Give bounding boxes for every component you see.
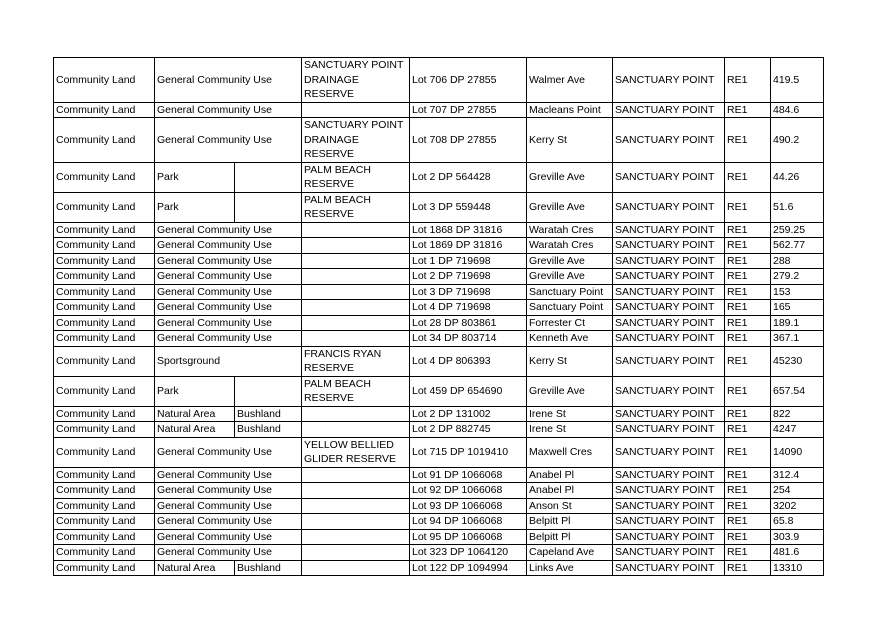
table-row <box>54 437 824 467</box>
table-row <box>54 331 824 347</box>
cell-use-category: Park <box>155 376 235 406</box>
cell-land-category: Community Land <box>54 331 155 347</box>
table-row <box>54 529 824 545</box>
cell-use-category: General Community Use <box>155 514 302 530</box>
cell-reserve-name <box>302 238 410 254</box>
cell-use-category: General Community Use <box>155 545 302 561</box>
cell-lot-dp: Lot 323 DP 1064120 <box>410 545 527 561</box>
cell-lot-dp: Lot 1869 DP 31816 <box>410 238 527 254</box>
cell-land-category: Community Land <box>54 514 155 530</box>
cell-street: Maxwell Cres <box>527 437 613 467</box>
cell-land-category: Community Land <box>54 315 155 331</box>
cell-use-category: General Community Use <box>155 238 302 254</box>
cell-lot-dp: Lot 34 DP 803714 <box>410 331 527 347</box>
cell-use-category: General Community Use <box>155 315 302 331</box>
cell-zoning: RE1 <box>725 162 771 192</box>
table-row <box>54 315 824 331</box>
cell-street: Walmer Ave <box>527 58 613 103</box>
cell-street: Sanctuary Point <box>527 300 613 316</box>
cell-sub-category <box>235 192 302 222</box>
cell-zoning: RE1 <box>725 284 771 300</box>
cell-area: 65.8 <box>771 514 824 530</box>
cell-use-category: Sportsground <box>155 346 302 376</box>
table-row <box>54 118 824 163</box>
cell-locality: SANCTUARY POINT <box>613 102 725 118</box>
cell-area: 279.2 <box>771 269 824 285</box>
cell-area: 13310 <box>771 560 824 576</box>
cell-reserve-name: YELLOW BELLIED GLIDER RESERVE <box>302 437 410 467</box>
cell-zoning: RE1 <box>725 376 771 406</box>
table-row <box>54 514 824 530</box>
cell-use-category: General Community Use <box>155 58 302 103</box>
cell-locality: SANCTUARY POINT <box>613 331 725 347</box>
cell-use-category: General Community Use <box>155 529 302 545</box>
cell-area: 189.1 <box>771 315 824 331</box>
cell-use-category: General Community Use <box>155 253 302 269</box>
cell-area: 254 <box>771 483 824 499</box>
cell-use-category: Natural Area <box>155 406 235 422</box>
cell-street: Irene St <box>527 406 613 422</box>
cell-reserve-name: SANCTUARY POINT DRAINAGE RESERVE <box>302 58 410 103</box>
cell-lot-dp: Lot 2 DP 131002 <box>410 406 527 422</box>
table-row <box>54 376 824 406</box>
cell-lot-dp: Lot 1868 DP 31816 <box>410 222 527 238</box>
cell-zoning: RE1 <box>725 58 771 103</box>
table-row <box>54 269 824 285</box>
table-row <box>54 498 824 514</box>
table-row <box>54 346 824 376</box>
cell-lot-dp: Lot 4 DP 719698 <box>410 300 527 316</box>
cell-land-category: Community Land <box>54 192 155 222</box>
cell-lot-dp: Lot 2 DP 882745 <box>410 422 527 438</box>
cell-use-category: Park <box>155 162 235 192</box>
cell-street: Belpitt Pl <box>527 529 613 545</box>
cell-reserve-name <box>302 514 410 530</box>
cell-use-category: General Community Use <box>155 498 302 514</box>
cell-street: Kenneth Ave <box>527 331 613 347</box>
cell-locality: SANCTUARY POINT <box>613 483 725 499</box>
cell-use-category: General Community Use <box>155 300 302 316</box>
cell-locality: SANCTUARY POINT <box>613 222 725 238</box>
table-row <box>54 422 824 438</box>
table-row <box>54 162 824 192</box>
cell-area: 484.6 <box>771 102 824 118</box>
cell-zoning: RE1 <box>725 498 771 514</box>
cell-street: Kerry St <box>527 118 613 163</box>
cell-reserve-name <box>302 315 410 331</box>
cell-land-category: Community Land <box>54 300 155 316</box>
cell-reserve-name: PALM BEACH RESERVE <box>302 376 410 406</box>
cell-street: Kerry St <box>527 346 613 376</box>
cell-zoning: RE1 <box>725 315 771 331</box>
cell-zoning: RE1 <box>725 560 771 576</box>
cell-locality: SANCTUARY POINT <box>613 529 725 545</box>
cell-locality: SANCTUARY POINT <box>613 346 725 376</box>
table-row <box>54 483 824 499</box>
cell-zoning: RE1 <box>725 467 771 483</box>
cell-lot-dp: Lot 2 DP 719698 <box>410 269 527 285</box>
cell-area: 303.9 <box>771 529 824 545</box>
cell-street: Macleans Point <box>527 102 613 118</box>
cell-zoning: RE1 <box>725 483 771 499</box>
table-row <box>54 222 824 238</box>
cell-reserve-name <box>302 222 410 238</box>
table-row <box>54 467 824 483</box>
table-row <box>54 238 824 254</box>
cell-lot-dp: Lot 92 DP 1066068 <box>410 483 527 499</box>
cell-area: 51.6 <box>771 192 824 222</box>
cell-locality: SANCTUARY POINT <box>613 300 725 316</box>
cell-zoning: RE1 <box>725 253 771 269</box>
table-row <box>54 560 824 576</box>
land-register-body <box>54 58 824 576</box>
cell-lot-dp: Lot 91 DP 1066068 <box>410 467 527 483</box>
cell-area: 153 <box>771 284 824 300</box>
cell-area: 259.25 <box>771 222 824 238</box>
cell-locality: SANCTUARY POINT <box>613 315 725 331</box>
cell-area: 44.26 <box>771 162 824 192</box>
cell-lot-dp: Lot 3 DP 719698 <box>410 284 527 300</box>
cell-land-category: Community Land <box>54 406 155 422</box>
cell-lot-dp: Lot 459 DP 654690 <box>410 376 527 406</box>
cell-zoning: RE1 <box>725 331 771 347</box>
cell-lot-dp: Lot 707 DP 27855 <box>410 102 527 118</box>
cell-zoning: RE1 <box>725 102 771 118</box>
table-row <box>54 284 824 300</box>
cell-street: Belpitt Pl <box>527 514 613 530</box>
cell-street: Links Ave <box>527 560 613 576</box>
cell-use-category: General Community Use <box>155 483 302 499</box>
cell-lot-dp: Lot 715 DP 1019410 <box>410 437 527 467</box>
cell-land-category: Community Land <box>54 529 155 545</box>
cell-use-category: General Community Use <box>155 222 302 238</box>
cell-zoning: RE1 <box>725 545 771 561</box>
cell-land-category: Community Land <box>54 376 155 406</box>
cell-locality: SANCTUARY POINT <box>613 467 725 483</box>
cell-sub-category: Bushland <box>235 422 302 438</box>
cell-lot-dp: Lot 3 DP 559448 <box>410 192 527 222</box>
cell-locality: SANCTUARY POINT <box>613 498 725 514</box>
cell-street: Irene St <box>527 422 613 438</box>
cell-locality: SANCTUARY POINT <box>613 118 725 163</box>
cell-reserve-name <box>302 467 410 483</box>
cell-street: Capeland Ave <box>527 545 613 561</box>
cell-locality: SANCTUARY POINT <box>613 560 725 576</box>
cell-locality: SANCTUARY POINT <box>613 162 725 192</box>
cell-reserve-name <box>302 529 410 545</box>
cell-use-category: Natural Area <box>155 560 235 576</box>
table-row <box>54 192 824 222</box>
cell-land-category: Community Land <box>54 346 155 376</box>
cell-land-category: Community Land <box>54 222 155 238</box>
cell-zoning: RE1 <box>725 514 771 530</box>
cell-land-category: Community Land <box>54 545 155 561</box>
cell-reserve-name: PALM BEACH RESERVE <box>302 192 410 222</box>
cell-locality: SANCTUARY POINT <box>613 406 725 422</box>
cell-area: 419.5 <box>771 58 824 103</box>
cell-area: 562.77 <box>771 238 824 254</box>
cell-locality: SANCTUARY POINT <box>613 58 725 103</box>
cell-area: 367.1 <box>771 331 824 347</box>
cell-land-category: Community Land <box>54 284 155 300</box>
cell-area: 657.54 <box>771 376 824 406</box>
cell-street: Greville Ave <box>527 269 613 285</box>
cell-zoning: RE1 <box>725 406 771 422</box>
cell-reserve-name: SANCTUARY POINT DRAINAGE RESERVE <box>302 118 410 163</box>
cell-sub-category <box>235 376 302 406</box>
cell-area: 490.2 <box>771 118 824 163</box>
cell-street: Waratah Cres <box>527 238 613 254</box>
table-row <box>54 58 824 103</box>
cell-lot-dp: Lot 708 DP 27855 <box>410 118 527 163</box>
cell-reserve-name <box>302 498 410 514</box>
cell-land-category: Community Land <box>54 467 155 483</box>
cell-zoning: RE1 <box>725 346 771 376</box>
cell-area: 822 <box>771 406 824 422</box>
cell-sub-category: Bushland <box>235 406 302 422</box>
cell-street: Forrester Ct <box>527 315 613 331</box>
cell-reserve-name <box>302 331 410 347</box>
cell-locality: SANCTUARY POINT <box>613 238 725 254</box>
cell-street: Greville Ave <box>527 253 613 269</box>
cell-land-category: Community Land <box>54 238 155 254</box>
cell-area: 165 <box>771 300 824 316</box>
cell-reserve-name <box>302 300 410 316</box>
cell-lot-dp: Lot 28 DP 803861 <box>410 315 527 331</box>
cell-land-category: Community Land <box>54 58 155 103</box>
cell-street: Greville Ave <box>527 162 613 192</box>
cell-zoning: RE1 <box>725 192 771 222</box>
cell-street: Waratah Cres <box>527 222 613 238</box>
table-row <box>54 253 824 269</box>
cell-area: 4247 <box>771 422 824 438</box>
cell-use-category: Park <box>155 192 235 222</box>
cell-sub-category <box>235 162 302 192</box>
cell-lot-dp: Lot 1 DP 719698 <box>410 253 527 269</box>
cell-lot-dp: Lot 93 DP 1066068 <box>410 498 527 514</box>
cell-lot-dp: Lot 95 DP 1066068 <box>410 529 527 545</box>
cell-lot-dp: Lot 122 DP 1094994 <box>410 560 527 576</box>
cell-use-category: General Community Use <box>155 331 302 347</box>
cell-reserve-name <box>302 483 410 499</box>
cell-locality: SANCTUARY POINT <box>613 192 725 222</box>
cell-locality: SANCTUARY POINT <box>613 545 725 561</box>
cell-land-category: Community Land <box>54 422 155 438</box>
cell-land-category: Community Land <box>54 118 155 163</box>
cell-locality: SANCTUARY POINT <box>613 422 725 438</box>
cell-street: Greville Ave <box>527 192 613 222</box>
cell-zoning: RE1 <box>725 238 771 254</box>
cell-lot-dp: Lot 706 DP 27855 <box>410 58 527 103</box>
cell-use-category: Natural Area <box>155 422 235 438</box>
cell-land-category: Community Land <box>54 102 155 118</box>
cell-use-category: General Community Use <box>155 284 302 300</box>
cell-area: 45230 <box>771 346 824 376</box>
cell-street: Greville Ave <box>527 376 613 406</box>
cell-use-category: General Community Use <box>155 437 302 467</box>
cell-lot-dp: Lot 94 DP 1066068 <box>410 514 527 530</box>
cell-street: Anabel Pl <box>527 467 613 483</box>
cell-land-category: Community Land <box>54 269 155 285</box>
cell-use-category: General Community Use <box>155 269 302 285</box>
cell-zoning: RE1 <box>725 269 771 285</box>
cell-lot-dp: Lot 4 DP 806393 <box>410 346 527 376</box>
land-register-table <box>53 57 824 576</box>
table-row <box>54 406 824 422</box>
cell-zoning: RE1 <box>725 222 771 238</box>
cell-reserve-name <box>302 284 410 300</box>
cell-street: Anabel Pl <box>527 483 613 499</box>
cell-sub-category: Bushland <box>235 560 302 576</box>
cell-locality: SANCTUARY POINT <box>613 269 725 285</box>
cell-reserve-name <box>302 269 410 285</box>
cell-reserve-name: FRANCIS RYAN RESERVE <box>302 346 410 376</box>
cell-use-category: General Community Use <box>155 102 302 118</box>
cell-area: 3202 <box>771 498 824 514</box>
cell-locality: SANCTUARY POINT <box>613 376 725 406</box>
cell-reserve-name <box>302 253 410 269</box>
cell-land-category: Community Land <box>54 253 155 269</box>
cell-zoning: RE1 <box>725 300 771 316</box>
cell-area: 288 <box>771 253 824 269</box>
cell-land-category: Community Land <box>54 162 155 192</box>
table-row <box>54 300 824 316</box>
cell-area: 312.4 <box>771 467 824 483</box>
cell-street: Sanctuary Point <box>527 284 613 300</box>
cell-locality: SANCTUARY POINT <box>613 514 725 530</box>
cell-use-category: General Community Use <box>155 118 302 163</box>
table-row <box>54 102 824 118</box>
cell-zoning: RE1 <box>725 529 771 545</box>
cell-reserve-name <box>302 545 410 561</box>
cell-land-category: Community Land <box>54 498 155 514</box>
cell-zoning: RE1 <box>725 422 771 438</box>
cell-reserve-name <box>302 422 410 438</box>
cell-reserve-name: PALM BEACH RESERVE <box>302 162 410 192</box>
cell-use-category: General Community Use <box>155 467 302 483</box>
cell-reserve-name <box>302 406 410 422</box>
cell-street: Anson St <box>527 498 613 514</box>
cell-locality: SANCTUARY POINT <box>613 437 725 467</box>
cell-lot-dp: Lot 2 DP 564428 <box>410 162 527 192</box>
cell-land-category: Community Land <box>54 483 155 499</box>
cell-area: 14090 <box>771 437 824 467</box>
cell-zoning: RE1 <box>725 437 771 467</box>
cell-locality: SANCTUARY POINT <box>613 253 725 269</box>
cell-land-category: Community Land <box>54 560 155 576</box>
cell-reserve-name <box>302 560 410 576</box>
cell-area: 481.6 <box>771 545 824 561</box>
cell-zoning: RE1 <box>725 118 771 163</box>
table-row <box>54 545 824 561</box>
cell-locality: SANCTUARY POINT <box>613 284 725 300</box>
cell-reserve-name <box>302 102 410 118</box>
cell-land-category: Community Land <box>54 437 155 467</box>
